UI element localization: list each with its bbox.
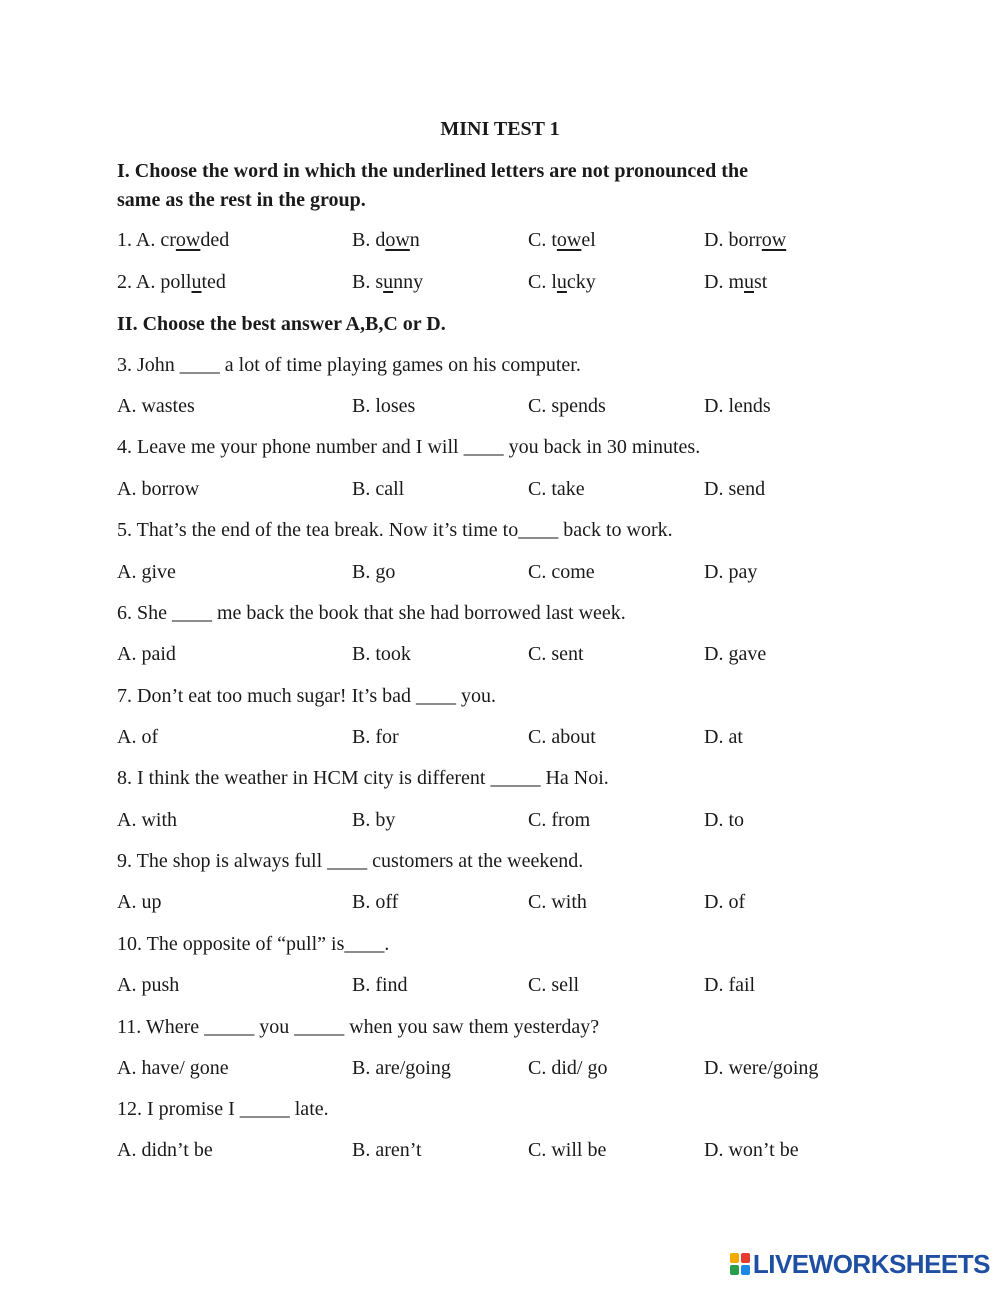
question-10: 10. The opposite of “pull” is____. — [117, 933, 390, 955]
question-4: 4. Leave me your phone number and I will ____ you back in 30 minutes. — [117, 436, 701, 458]
option-1a[interactable]: 1. A. crowded — [117, 229, 230, 251]
option-11b[interactable]: B. are/going — [352, 1057, 451, 1079]
option-2d[interactable]: D. must — [704, 271, 768, 293]
option-10d[interactable]: D. fail — [704, 974, 756, 996]
option-8d[interactable]: D. to — [704, 809, 744, 831]
option-3a[interactable]: A. wastes — [117, 395, 195, 417]
option-4d[interactable]: D. send — [704, 478, 766, 500]
option-8c[interactable]: C. from — [528, 809, 591, 831]
option-1d[interactable]: D. borrow — [704, 229, 787, 251]
option-3c[interactable]: C. spends — [528, 395, 606, 417]
question-9: 9. The shop is always full ____ customers at the weekend. — [117, 850, 584, 872]
option-3d[interactable]: D. lends — [704, 395, 771, 417]
option-11d[interactable]: D. were/going — [704, 1057, 819, 1079]
question-8: 8. I think the weather in HCM city is different _____ Ha Noi. — [117, 767, 609, 789]
option-6d[interactable]: D. gave — [704, 643, 767, 665]
option-8a[interactable]: A. with — [117, 809, 177, 831]
question-6: 6. She ____ me back the book that she had borrowed last week. — [117, 602, 626, 624]
option-5c[interactable]: C. come — [528, 561, 595, 583]
section-1-heading-line-1: I. Choose the word in which the underlined letters are not pronounced the — [117, 160, 748, 182]
option-1c[interactable]: C. towel — [528, 229, 596, 251]
question-7: 7. Don’t eat too much sugar! It’s bad ____ you. — [117, 685, 497, 707]
section-1-heading — [117, 157, 857, 215]
option-8b[interactable]: B. by — [352, 809, 396, 831]
option-4b[interactable]: B. call — [352, 478, 405, 500]
liveworksheets-logo-icon — [729, 1252, 751, 1276]
option-6a[interactable]: A. paid — [117, 643, 176, 665]
option-7c[interactable]: C. about — [528, 726, 596, 748]
option-6c[interactable]: C. sent — [528, 643, 584, 665]
option-11c[interactable]: C. did/ go — [528, 1057, 608, 1079]
question-11: 11. Where _____ you _____ when you saw them yesterday? — [117, 1016, 600, 1038]
option-7a[interactable]: A. of — [117, 726, 159, 748]
option-10a[interactable]: A. push — [117, 974, 180, 996]
question-5: 5. That’s the end of the tea break. Now it’s time to____ back to work. — [117, 519, 673, 541]
option-6b[interactable]: B. took — [352, 643, 411, 665]
liveworksheets-logo[interactable] — [729, 1249, 990, 1279]
option-5a[interactable]: A. give — [117, 561, 176, 583]
logo-text: LIVEWORKSHEETS — [752, 1248, 990, 1279]
option-1b[interactable]: B. down — [352, 229, 420, 251]
question-3: 3. John ____ a lot of time playing games on his computer. — [117, 354, 581, 376]
question-12: 12. I promise I _____ late. — [117, 1098, 329, 1120]
page-title: MINI TEST 1 — [440, 118, 560, 140]
option-12b[interactable]: B. aren’t — [352, 1139, 422, 1161]
option-9c[interactable]: C. with — [528, 891, 587, 913]
section-2-heading: II. Choose the best answer A,B,C or D. — [117, 313, 446, 335]
option-5d[interactable]: D. pay — [704, 561, 758, 583]
option-12d[interactable]: D. won’t be — [704, 1139, 799, 1161]
option-2b[interactable]: B. sunny — [352, 271, 424, 293]
option-9a[interactable]: A. up — [117, 891, 162, 913]
option-9d[interactable]: D. of — [704, 891, 746, 913]
option-2a[interactable]: 2. A. polluted — [117, 271, 226, 293]
section-1-heading-line-2: same as the rest in the group. — [117, 189, 366, 211]
option-4a[interactable]: A. borrow — [117, 478, 200, 500]
option-7b[interactable]: B. for — [352, 726, 399, 748]
option-9b[interactable]: B. off — [352, 891, 399, 913]
option-10b[interactable]: B. find — [352, 974, 408, 996]
option-11a[interactable]: A. have/ gone — [117, 1057, 229, 1079]
option-10c[interactable]: C. sell — [528, 974, 580, 996]
option-5b[interactable]: B. go — [352, 561, 396, 583]
option-7d[interactable]: D. at — [704, 726, 743, 748]
option-4c[interactable]: C. take — [528, 478, 585, 500]
option-2c[interactable]: C. lucky — [528, 271, 596, 293]
option-12c[interactable]: C. will be — [528, 1139, 607, 1161]
option-12a[interactable]: A. didn’t be — [117, 1139, 213, 1161]
option-3b[interactable]: B. loses — [352, 395, 416, 417]
